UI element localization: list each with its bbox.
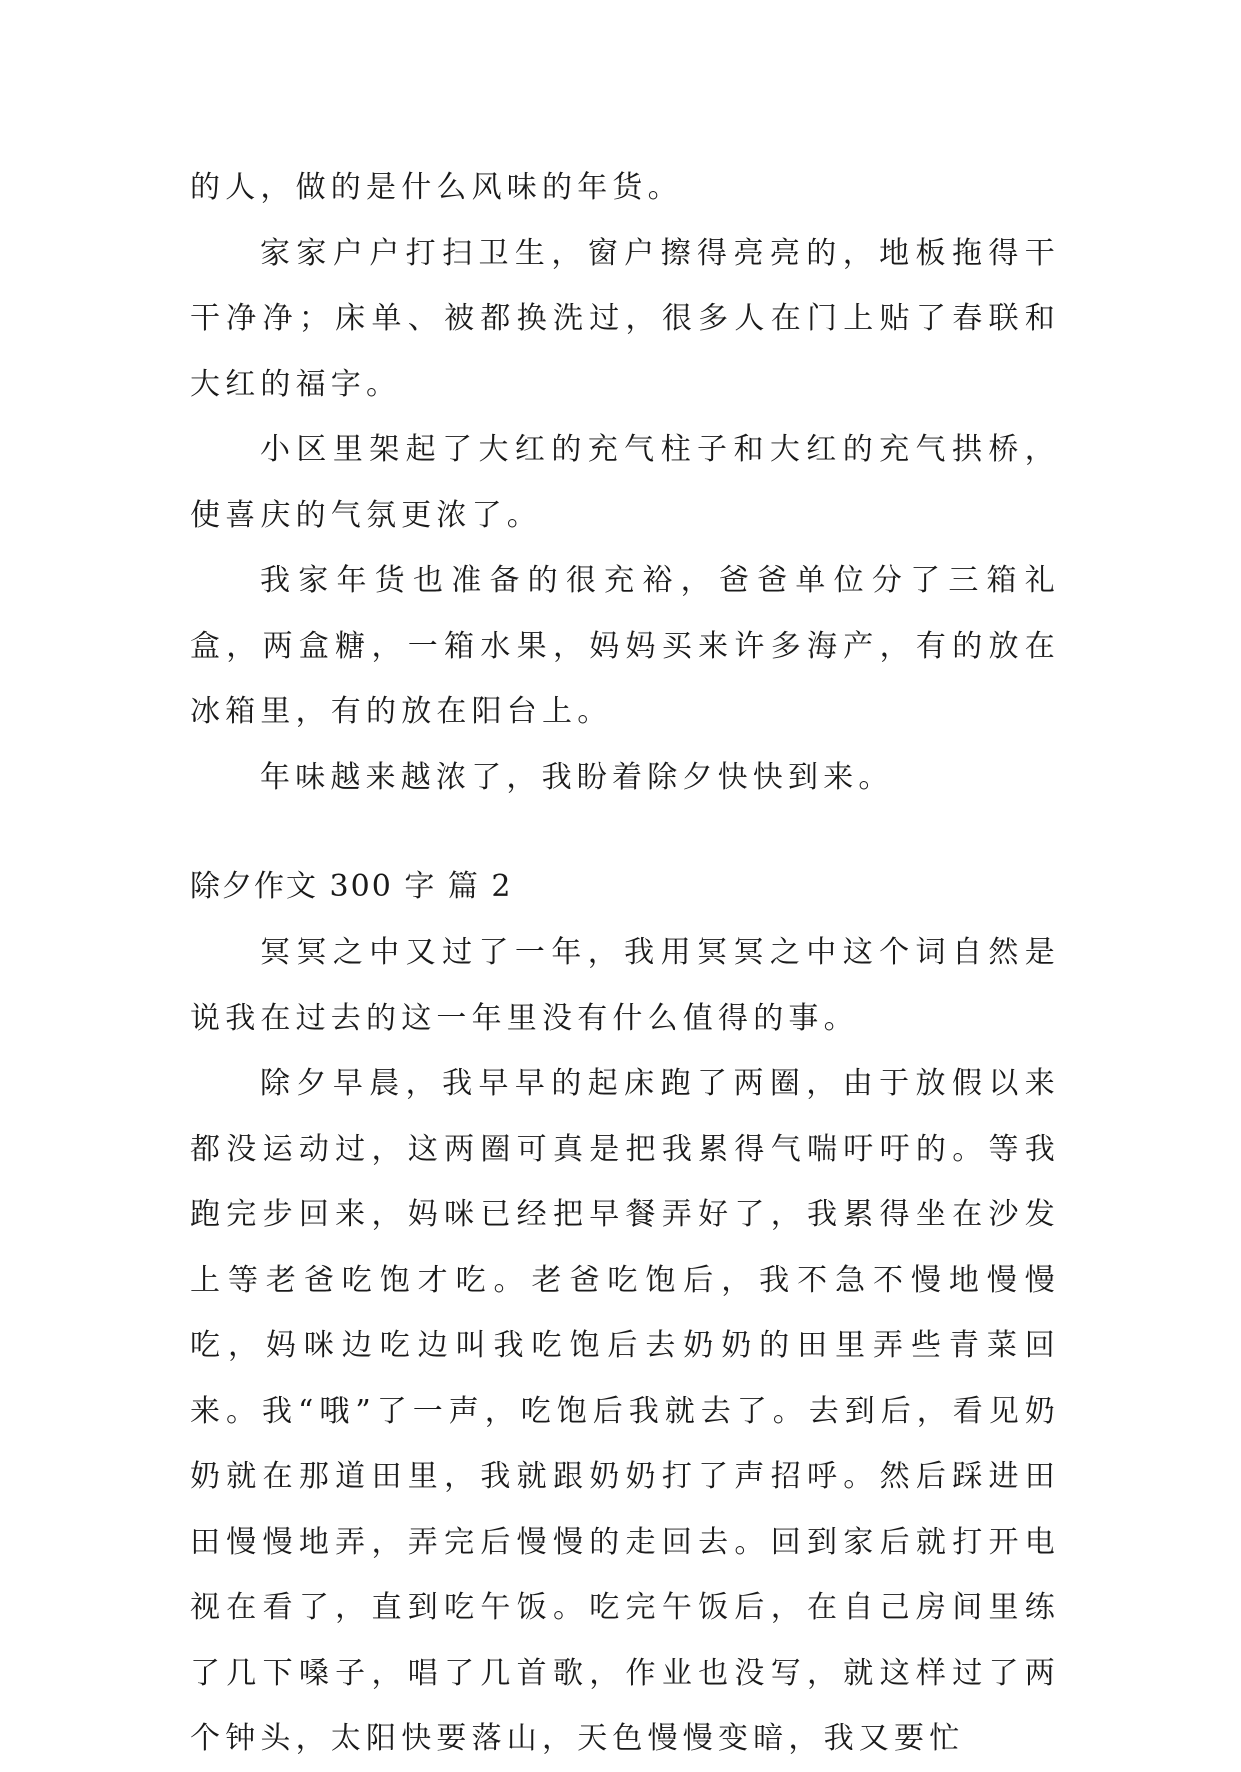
paragraph-continuation: 的人，做的是什么风味的年货。 [190,170,683,205]
paragraph-new-year-goods: 我家年货也准备的很充裕，爸爸单位分了三箱礼盒，两盒糖，一箱水果，妈妈买来许多海产，有的放在冰箱里，有的放在阳台上。 [190,563,1060,729]
paragraph-decorations: 小区里架起了大红的充气柱子和大红的充气拱桥，使喜庆的气氛更浓了。 [190,432,1060,533]
paragraph-new-years-eve-day: 除夕早晨，我早早的起床跑了两圈，由于放假以来都没运动过，这两圈可真是把我累得气喘吁吁的。等我跑完步回来，妈咪已经把早餐弄好了，我累得坐在沙发上等老爸吃饱才吃。老爸吃饱后，我不急不慢地慢慢吃，妈咪边吃边叫我吃饱后去奶奶的田里弄些青菜回来。我“哦”了一声，吃饱后我就去了。去到后，看见奶奶就在那道田里，我就跟奶奶打了声招呼。然后踩进田田慢慢地弄，弄完后慢慢的走回去。回到家后就打开电视在看了，直到吃午饭。吃完午饭后，在自己房间里练了几下嗓子，唱了几首歌，作业也没写，就这样过了两个钟头，太阳快要落山，天色慢慢变暗，我又要忙 [190,1066,1060,1756]
paragraph-cleaning: 家家户户打扫卫生，窗户擦得亮亮的，地板拖得干干净净；床单、被都换洗过，很多人在门上贴了春联和大红的福字。 [190,235,1060,402]
document-page [190,155,1060,1772]
section-heading: 除夕作文 300 字 篇 2 [190,869,513,904]
paragraph-anticipation: 年味越来越浓了，我盼着除夕快快到来。 [260,759,894,795]
paragraph-year-passed: 冥冥之中又过了一年，我用冥冥之中这个词自然是说我在过去的这一年里没有什么值得的事。 [190,935,1060,1036]
